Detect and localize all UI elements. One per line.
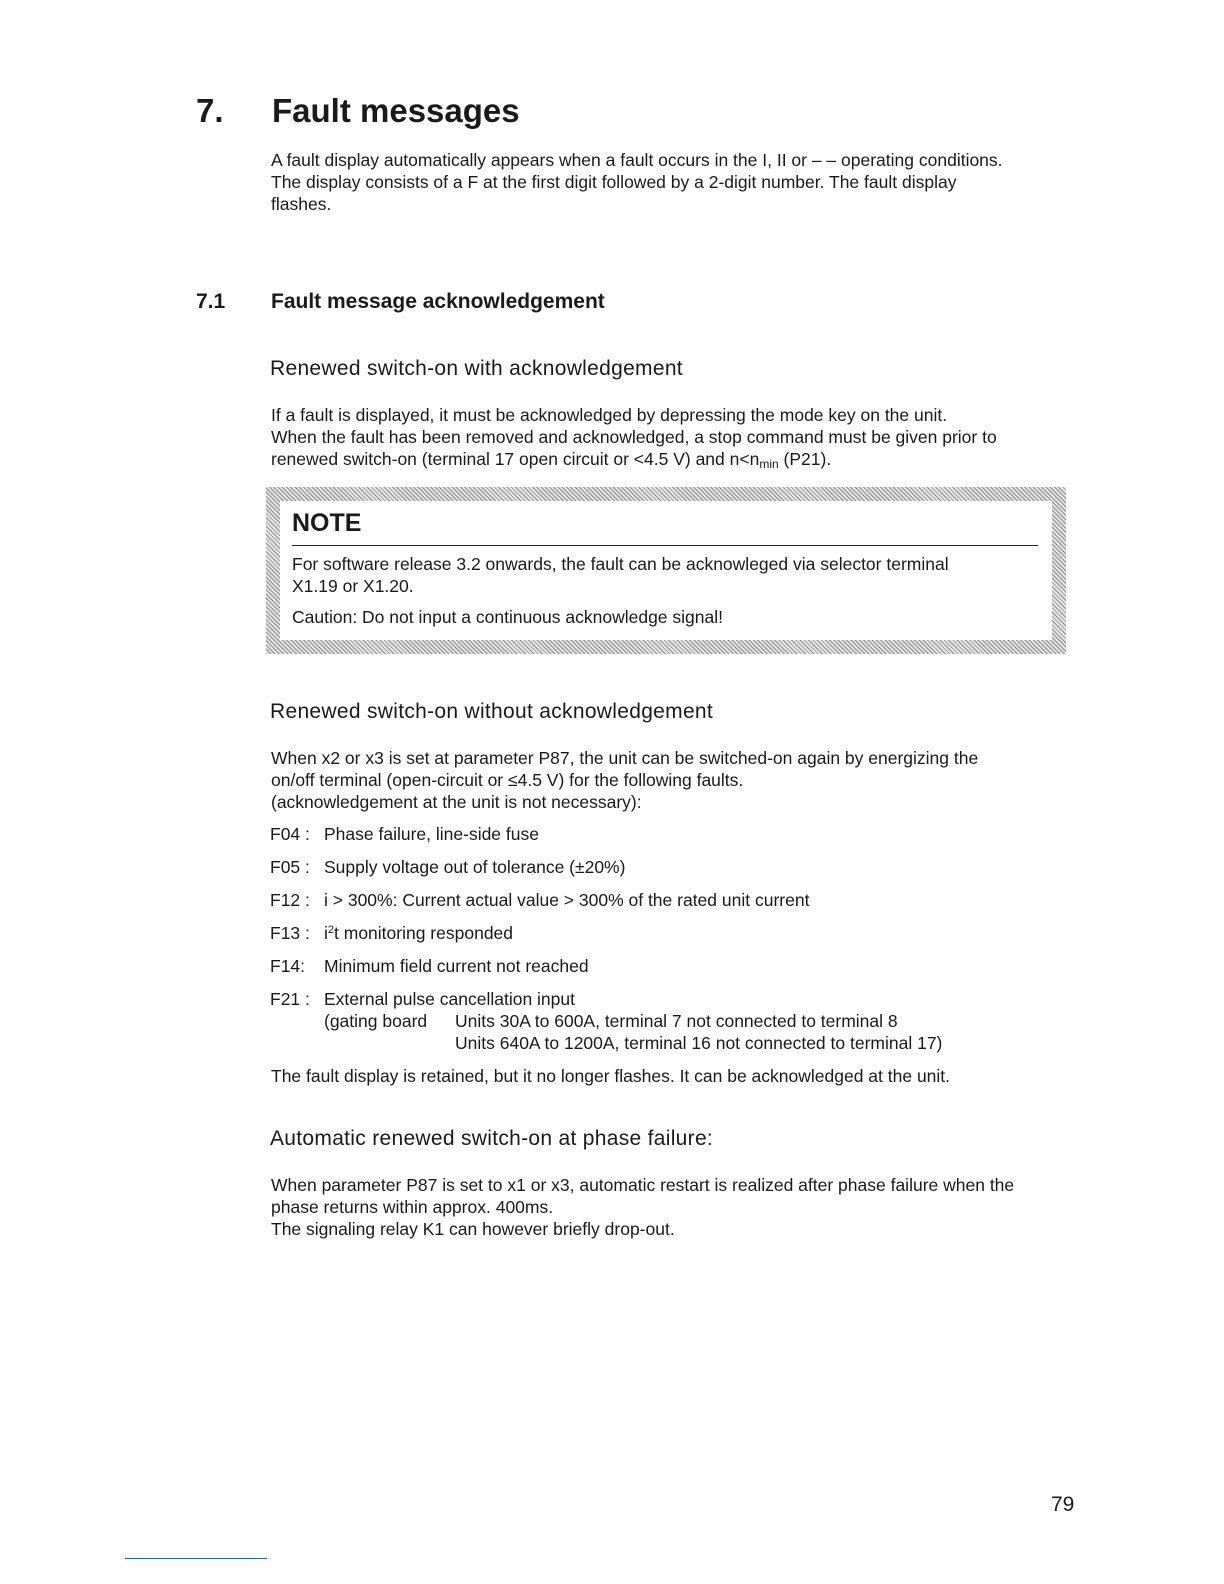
superscript: 2 — [327, 924, 335, 936]
fault-code: F12 : — [270, 890, 310, 910]
without-ack-paragraph — [271, 747, 1071, 813]
fault-description: Minimum field current not reached — [324, 956, 589, 976]
note-caution: Caution: Do not input a continuous acknowledge signal! — [292, 607, 723, 627]
without-ack-line: on/off terminal (open-circuit or ≤4.5 V) for the following faults. — [271, 770, 744, 790]
subsection-title-with-ack: Renewed switch-on with acknowledgement — [270, 357, 683, 380]
chapter-number: 7. — [196, 92, 224, 129]
f21-detail-line2: Units 640A to 1200A, terminal 16 not connected to terminal 17) — [455, 1033, 943, 1053]
with-ack-line: When the fault has been removed and acknowledged, a stop command must be given prior to — [271, 427, 997, 447]
intro-paragraph — [271, 149, 1071, 215]
fault-list — [270, 824, 1050, 1064]
note-line: X1.19 or X1.20. — [292, 576, 414, 596]
fault-code: F05 : — [270, 857, 310, 877]
phase-failure-line: When parameter P87 is set to x1 or x3, automatic restart is realized after phase failure when the — [271, 1175, 1015, 1195]
note-line: For software release 3.2 onwards, the fault can be acknowleged via selector terminal — [292, 554, 949, 574]
phase-failure-line: phase returns within approx. 400ms. — [271, 1197, 554, 1217]
fault-code: F13 : — [270, 923, 310, 943]
without-ack-line: (acknowledgement at the unit is not necessary): — [271, 792, 642, 812]
nmin-subscript: min — [759, 457, 779, 471]
fault-description: External pulse cancellation input — [324, 989, 575, 1009]
note-divider — [292, 545, 1038, 546]
fault-description: Supply voltage out of tolerance (±20%) — [324, 857, 626, 877]
note-box — [266, 487, 1066, 654]
with-ack-paragraph — [271, 404, 1071, 475]
fault-desc-text: t monitoring responded — [334, 923, 514, 943]
section-title: Fault message acknowledgement — [271, 290, 605, 313]
fault-code: F21 : — [270, 989, 310, 1009]
chapter-title: Fault messages — [272, 92, 520, 129]
f21-detail-label: (gating board — [324, 1011, 428, 1031]
fault-code: F04 : — [270, 824, 310, 844]
phase-failure-line: The signaling relay K1 can however briefly drop-out. — [271, 1219, 675, 1239]
note-title: NOTE — [292, 509, 362, 537]
without-ack-outro — [271, 1065, 1071, 1087]
note-text — [292, 553, 1032, 597]
fault-description: Phase failure, line-side fuse — [324, 824, 539, 844]
with-ack-line: If a fault is displayed, it must be acknowledged by depressing the mode key on the unit. — [271, 405, 948, 425]
outro-line: The fault display is retained, but it no longer flashes. It can be acknowledged at the unit. — [271, 1066, 951, 1086]
without-ack-line: When x2 or x3 is set at parameter P87, the unit can be switched-on again by energizing the — [271, 748, 979, 768]
note-box-inner — [280, 501, 1052, 640]
page-number: 79 — [1051, 1493, 1075, 1516]
intro-line: flashes. — [271, 194, 332, 214]
footer-rule — [125, 1558, 267, 1559]
f21-detail-line1: Units 30A to 600A, terminal 7 not connected to terminal 8 — [455, 1011, 898, 1031]
intro-line: A fault display automatically appears when a fault occurs in the I, II or – – operating conditions. — [271, 150, 1003, 170]
fault-desc-text: i — [324, 923, 328, 943]
fault-description — [324, 923, 513, 944]
with-ack-line3-text: renewed switch-on (terminal 17 open circuit or <4.5 V) and n<n — [271, 449, 760, 469]
subsection-title-without-ack: Renewed switch-on without acknowledgement — [270, 700, 714, 723]
fault-code: F14: — [270, 956, 306, 976]
with-ack-line3-end: (P21). — [778, 449, 832, 469]
fault-description: i > 300%: Current actual value > 300% of the rated unit current — [324, 890, 810, 910]
intro-line: The display consists of a F at the first digit followed by a 2-digit number. The fault display — [271, 172, 957, 192]
with-ack-line — [271, 448, 1071, 475]
phase-failure-paragraph — [271, 1174, 1071, 1240]
subsection-title-phase-failure: Automatic renewed switch-on at phase failure: — [270, 1127, 714, 1150]
section-number: 7.1 — [196, 290, 226, 313]
